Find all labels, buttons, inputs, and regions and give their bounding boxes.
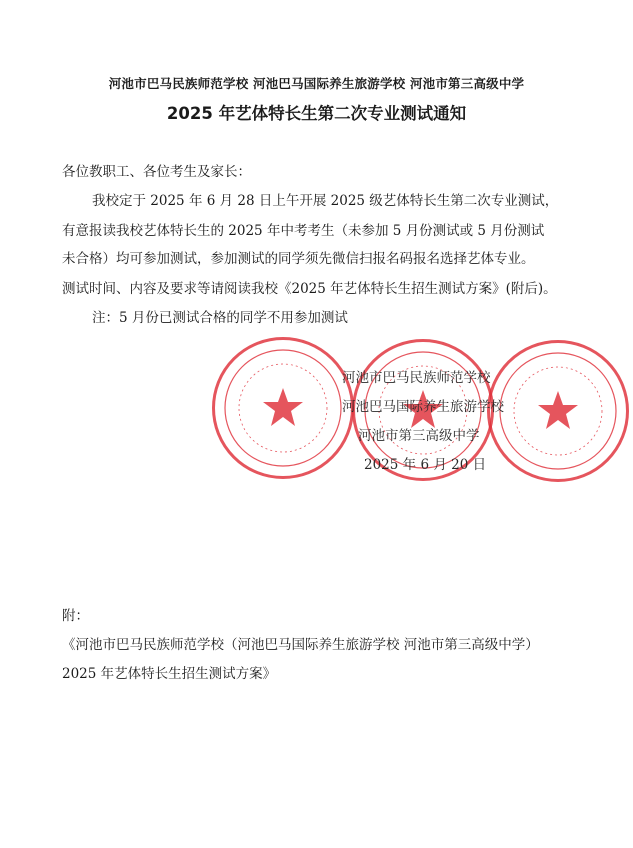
signature-org-1: 河池市巴马民族师范学校	[342, 370, 491, 386]
attachment-line-1: 《河池市巴马民族师范学校（河池巴马国际养生旅游学校 河池市第三高级中学）	[62, 637, 539, 653]
school-names-header: 河池市巴马民族师范学校 河池巴马国际养生旅游学校 河池市第三高级中学	[108, 76, 525, 91]
attachment-label: 附：	[62, 608, 89, 624]
signature-org-2: 河池巴马国际养生旅游学校	[342, 399, 504, 415]
salutation: 各位教职工、各位考生及家长：	[62, 164, 251, 180]
body-line-4: 测试时间、内容及要求等请阅读我校《2025 年艺体特长生招生测试方案》(附后)。	[62, 281, 557, 297]
attachment-line-2: 2025 年艺体特长生招生测试方案》	[62, 666, 277, 682]
official-seal-icon	[212, 337, 354, 479]
body-line-1: 我校定于 2025 年 6 月 28 日上午开展 2025 级艺体特长生第二次专业测试，	[92, 193, 559, 209]
note-line: 注：5 月份已测试合格的同学不用参加测试	[92, 310, 348, 326]
body-line-2: 有意报读我校艺体特长生的 2025 年中考考生（未参加 5 月份测试或 5 月份测试	[62, 223, 545, 239]
notice-title: 2025 年艺体特长生第二次专业测试通知	[166, 104, 467, 123]
body-line-3: 未合格）均可参加测试，参加测试的同学须先微信扫报名码报名选择艺体专业。	[62, 251, 535, 267]
official-seal-icon	[487, 340, 629, 482]
signature-date: 2025 年 6 月 20 日	[364, 457, 487, 473]
signature-org-3: 河池市第三高级中学	[358, 428, 480, 444]
